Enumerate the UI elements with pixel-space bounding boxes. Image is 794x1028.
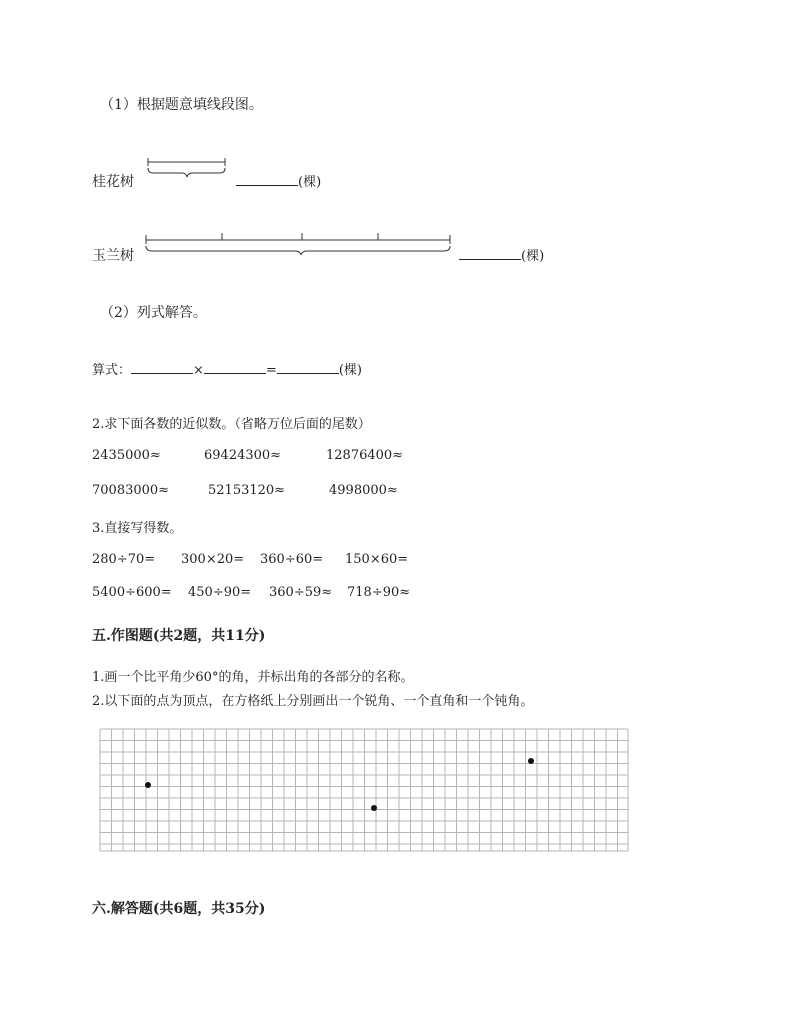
direct-title: 3.直接写得数。: [92, 521, 183, 536]
equals-sign: =: [265, 363, 277, 378]
direct-item: 450÷90=: [188, 585, 252, 600]
formula-unit: (棵): [338, 363, 362, 378]
direct-item: 718÷90≈: [347, 585, 411, 600]
direct-item: 150×60=: [345, 552, 409, 567]
grid-point: [528, 758, 534, 764]
approx-item: 4998000≈: [329, 483, 398, 498]
osmanthus-unit: (棵): [298, 175, 322, 190]
section-5-question-1: 1.画一个比平角少60°的角，并标出角的各部分的名称。: [92, 670, 414, 685]
direct-item: 360÷59≈: [269, 585, 333, 600]
magnolia-label: 玉兰树: [92, 248, 134, 264]
question-1-label: （1）根据题意填线段图。: [100, 97, 263, 113]
question-2-label: （2）列式解答。: [100, 305, 207, 321]
formula-label: 算式：: [92, 363, 132, 378]
approx-item: 52153120≈: [208, 483, 286, 498]
times-sign: ×: [193, 363, 204, 378]
approx-title: 2.求下面各数的近似数。（省略万位后面的尾数）: [92, 417, 371, 432]
approx-item: 70083000≈: [92, 483, 170, 498]
approx-item: 2435000≈: [92, 448, 161, 463]
magnolia-unit: (棵): [521, 249, 545, 264]
grid-lines: [100, 729, 628, 851]
direct-item: 360÷60=: [260, 552, 324, 567]
grid-point: [145, 782, 151, 788]
section-5-question-2: 2.以下面的点为顶点，在方格纸上分别画出一个锐角、一个直角和一个钝角。: [92, 694, 534, 709]
section-6-heading: 六.解答题(共6题，共35分): [92, 901, 266, 917]
direct-item: 280÷70=: [92, 552, 156, 567]
approx-item: 12876400≈: [326, 448, 404, 463]
direct-item: 300×20=: [181, 552, 245, 567]
grid-point: [371, 805, 377, 811]
direct-item: 5400÷600=: [92, 585, 172, 600]
section-5-heading: 五.作图题(共2题，共11分): [92, 628, 266, 644]
approx-item: 69424300≈: [204, 448, 282, 463]
osmanthus-label: 桂花树: [92, 174, 134, 190]
